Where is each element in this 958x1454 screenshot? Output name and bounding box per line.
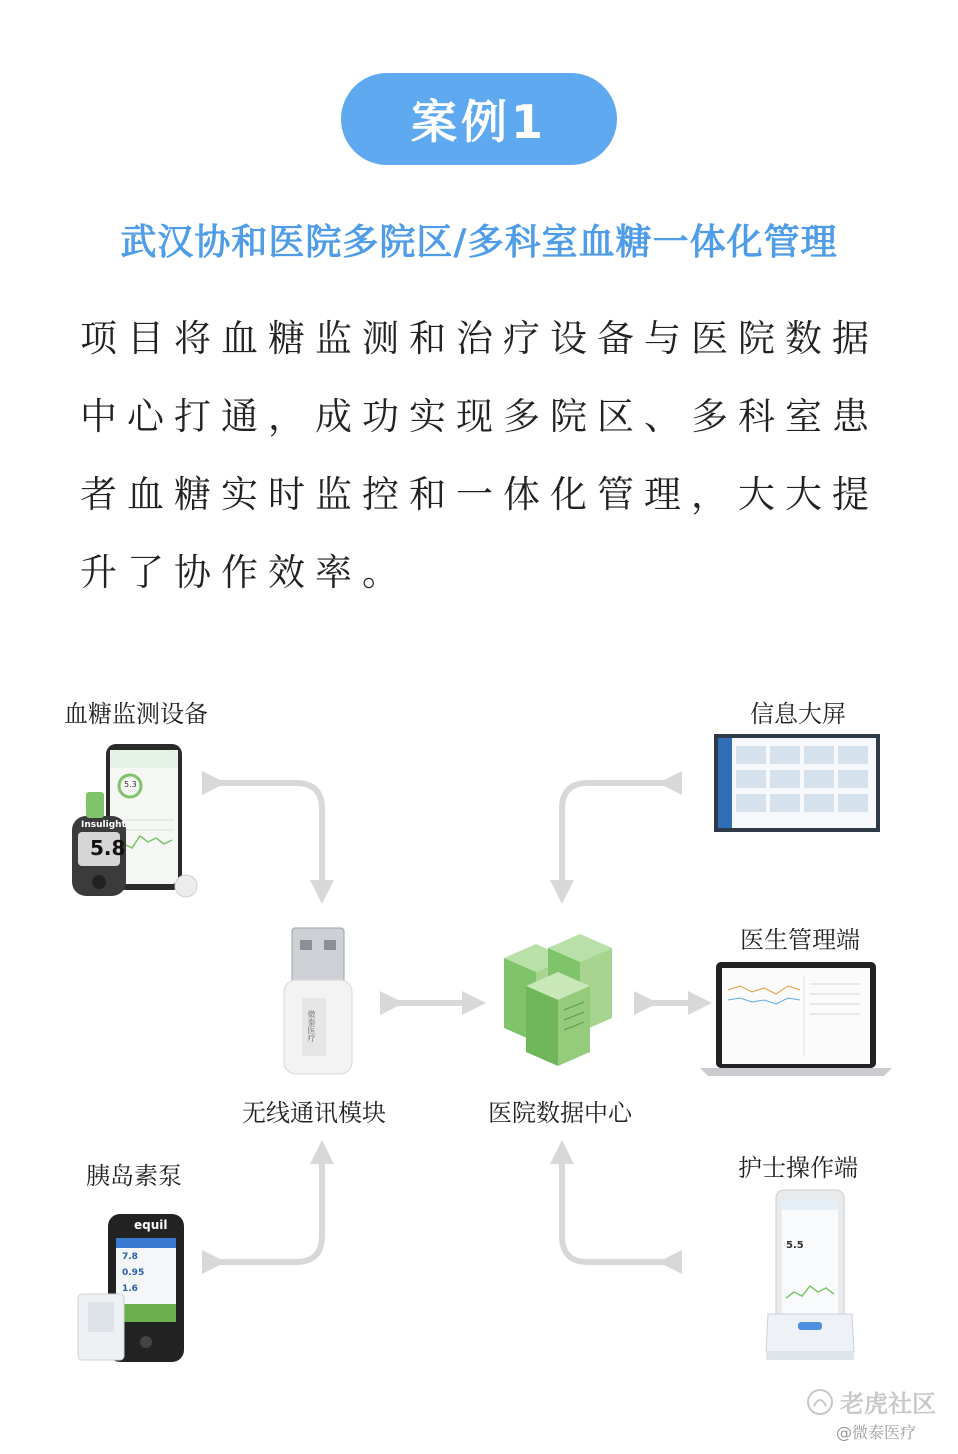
- watermark-site-text: 老虎社区: [840, 1390, 936, 1418]
- watermark-handle: @微泰医疗: [836, 1423, 917, 1442]
- doctor-laptop-device: [700, 960, 892, 1078]
- nurse-handheld-device: [764, 1188, 856, 1362]
- meter-brand: Insulight: [81, 820, 126, 830]
- arrow-monitor-module: [214, 783, 322, 892]
- arrow-screen-center: [562, 783, 670, 892]
- glucose-monitor-device: [62, 740, 202, 902]
- meter-reading: 5.8: [90, 836, 126, 860]
- label-nurse-terminal: 护士操作端: [738, 1154, 858, 1182]
- watermark-site: [806, 1384, 936, 1419]
- data-center-servers: [494, 930, 622, 1070]
- usb-brand: 微泰医疗: [307, 1010, 316, 1042]
- arrow-nurse-center: [562, 1152, 670, 1262]
- pump-value-2: 0.95: [122, 1268, 145, 1278]
- wireless-module-device: [282, 926, 354, 1076]
- arrow-pump-module: [214, 1152, 322, 1262]
- pump-value-1: 7.8: [122, 1252, 138, 1262]
- label-doctor-terminal: 医生管理端: [740, 926, 860, 954]
- phone-reading: 5.3: [124, 780, 137, 789]
- pump-value-3: 1.6: [122, 1284, 138, 1294]
- info-screen-device: [714, 734, 880, 832]
- nurse-reading: 5.5: [786, 1240, 804, 1251]
- case-description: 项目将血糖监测和治疗设备与医院数据中心打通，成功实现多院区、多科室患者血糖实时监控和一体化管理，大大提升了协作效率。: [80, 317, 879, 594]
- pump-brand: equil: [134, 1218, 168, 1232]
- label-wireless-module: 无线通讯模块: [242, 1099, 386, 1127]
- label-data-center: 医院数据中心: [488, 1099, 632, 1127]
- case-title: 武汉协和医院多院区/多科室血糖一体化管理: [120, 222, 838, 263]
- watermark-logo-icon: [806, 1388, 834, 1416]
- label-insulin-pump: 胰岛素泵: [86, 1162, 182, 1190]
- case-badge: 案例1: [341, 73, 617, 165]
- insulin-pump-device: [76, 1212, 188, 1364]
- label-glucose-monitor: 血糖监测设备: [64, 700, 208, 728]
- label-info-screen: 信息大屏: [750, 700, 846, 728]
